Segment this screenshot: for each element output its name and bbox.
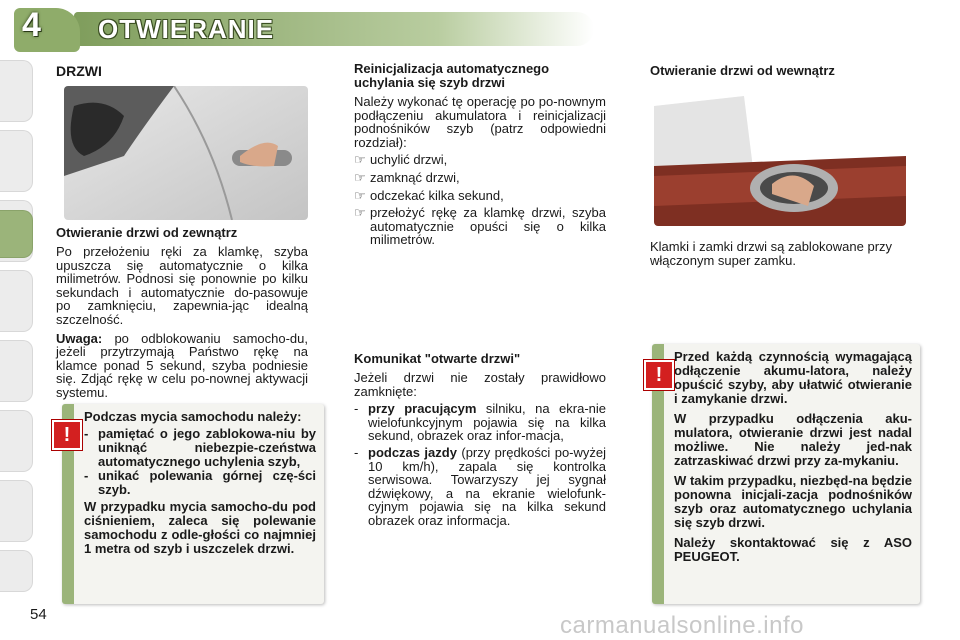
chapter-tab[interactable]	[0, 270, 33, 332]
hand-pointer-icon: ☞	[354, 152, 366, 168]
chapter-tab-current[interactable]	[0, 210, 33, 258]
chapter-tab[interactable]	[0, 60, 33, 122]
message-item: - podczas jazdy (przy prędkości po-wyżej 10 km/h), zapala się kontrolka serwisowa. Towarzyszy jej sygnał dźwiękowy, a na ekranie wielofunk-cyjnym pojawia się na kilka sekund obrazek oraz informacja.	[354, 444, 607, 528]
column-left	[56, 64, 308, 78]
warning-paragraph: W takim przypadku, niezbęd-na będzie ponowna inicjali-zacja podnośników szyb oraz automatycznego uchylania się szyb drzwi.	[674, 473, 912, 530]
note-text: po odblokowaniu samocho-du, jeżeli przytrzymają Państwo rękę na klamce ponad 5 sekund, szyba podniesie się. Zdjąć rękę w celu po-nownej aktywacji systemu.	[56, 330, 308, 400]
section-heading: DRZWI	[56, 63, 102, 79]
superlock-paragraph: Klamki i zamki drzwi są zablokowane przy włączonym super zamku.	[650, 239, 893, 268]
page-number: 54	[30, 606, 47, 623]
column-left-text	[56, 226, 308, 400]
column-right	[650, 64, 906, 78]
warning-paragraph: Należy skontaktować się z ASO PEUGEOT.	[674, 535, 912, 564]
warning-outro: W przypadku mycia samocho-du pod ciśnieniem, zaleca się polewanie samochodu z odle-głości co najmniej 1 metra od szyb i uszczelek drzwi.	[84, 499, 316, 556]
warning-box-washing	[62, 404, 324, 604]
chapter-number: 4	[22, 6, 41, 44]
warning-paragraph: Przed każdą czynnością wymagającą odłączenie akumu-latora, należy opuścić szyby, aby ułatwić otwieranie i zamykanie drzwi.	[674, 349, 912, 406]
message-heading: Komunikat "otwarte drzwi"	[354, 351, 521, 366]
warning-item: - unikać polewania górnej czę-ści szyb.	[84, 468, 316, 497]
reinit-heading: Reinicjalizacja automatycznego uchylania się szyb drzwi	[354, 61, 550, 90]
warning-box-battery	[652, 344, 920, 604]
page-title: OTWIERANIE	[98, 14, 275, 44]
note-label: Uwaga:	[56, 330, 103, 346]
note-paragraph	[56, 332, 308, 400]
interior-door-handle-image	[654, 96, 906, 226]
chapter-tab[interactable]	[0, 480, 33, 542]
chapter-tab[interactable]	[0, 340, 33, 402]
hand-pointer-icon: ☞	[354, 187, 366, 203]
footer-watermark: carmanualsonline.info	[560, 612, 804, 639]
reinit-step: ☞ uchylić drzwi,	[354, 152, 448, 168]
chapter-tab[interactable]	[0, 410, 33, 472]
interior-heading: Otwieranie drzwi od wewnątrz	[650, 63, 835, 78]
column-middle	[354, 62, 606, 247]
subheading-exterior: Otwieranie drzwi od zewnątrz	[56, 225, 238, 240]
hand-pointer-icon: ☞	[354, 205, 366, 221]
reinit-step: ☞ zamknąć drzwi,	[354, 169, 460, 185]
chapter-tab[interactable]	[0, 130, 33, 192]
column-middle-message	[354, 352, 606, 528]
chapter-tab[interactable]	[0, 550, 33, 592]
warning-exclamation-icon: !	[644, 360, 674, 390]
warning-exclamation-icon: !	[52, 420, 82, 450]
reinit-step: ☞ przełożyć rękę za klamkę drzwi, szyba automatycznie opuści się o kilka milimetrów.	[354, 205, 606, 248]
hand-pointer-icon: ☞	[354, 169, 366, 185]
warning-intro: Podczas mycia samochodu należy:	[84, 409, 302, 424]
column-right-text	[650, 240, 906, 267]
warning-item: - pamiętać o jego zablokowa-niu by uniknąć niebezpie-czeństwa automatycznego uchylenia szyb,	[84, 426, 316, 469]
exterior-door-handle-image	[64, 86, 308, 220]
message-paragraph: Jeżeli drzwi nie zostały prawidłowo zamknięte:	[354, 370, 606, 399]
reinit-paragraph: Należy wykonać tę operację po po-nownym podłączeniu akumulatora i reinicjalizacji podnośników szyb (patrz odpowiedni rozdział):	[354, 94, 606, 150]
warning-paragraph: W przypadku odłączenia aku-mulatora, otwieranie drzwi jest nadal możliwe. Nie należy jed-nak zatrzaskiwać drzwi przy za-mykaniu.	[674, 411, 912, 468]
paragraph-exterior: Po przełożeniu ręki za klamkę, szyba upuszcza się automatycznie o kilka milimetrów. Podnosi się ponownie po kilku sekundach i automatycznie do-pasowuje po zamknięciu, zapewnia-jąc idealną szczelność.	[56, 244, 308, 327]
message-item: - przy pracującym silniku, na ekra-nie wielofunkcyjnym pojawia się na kilka sekund, obrazek oraz infor-macja,	[354, 401, 606, 444]
reinit-step: ☞ odczekać kilka sekund,	[354, 187, 504, 203]
